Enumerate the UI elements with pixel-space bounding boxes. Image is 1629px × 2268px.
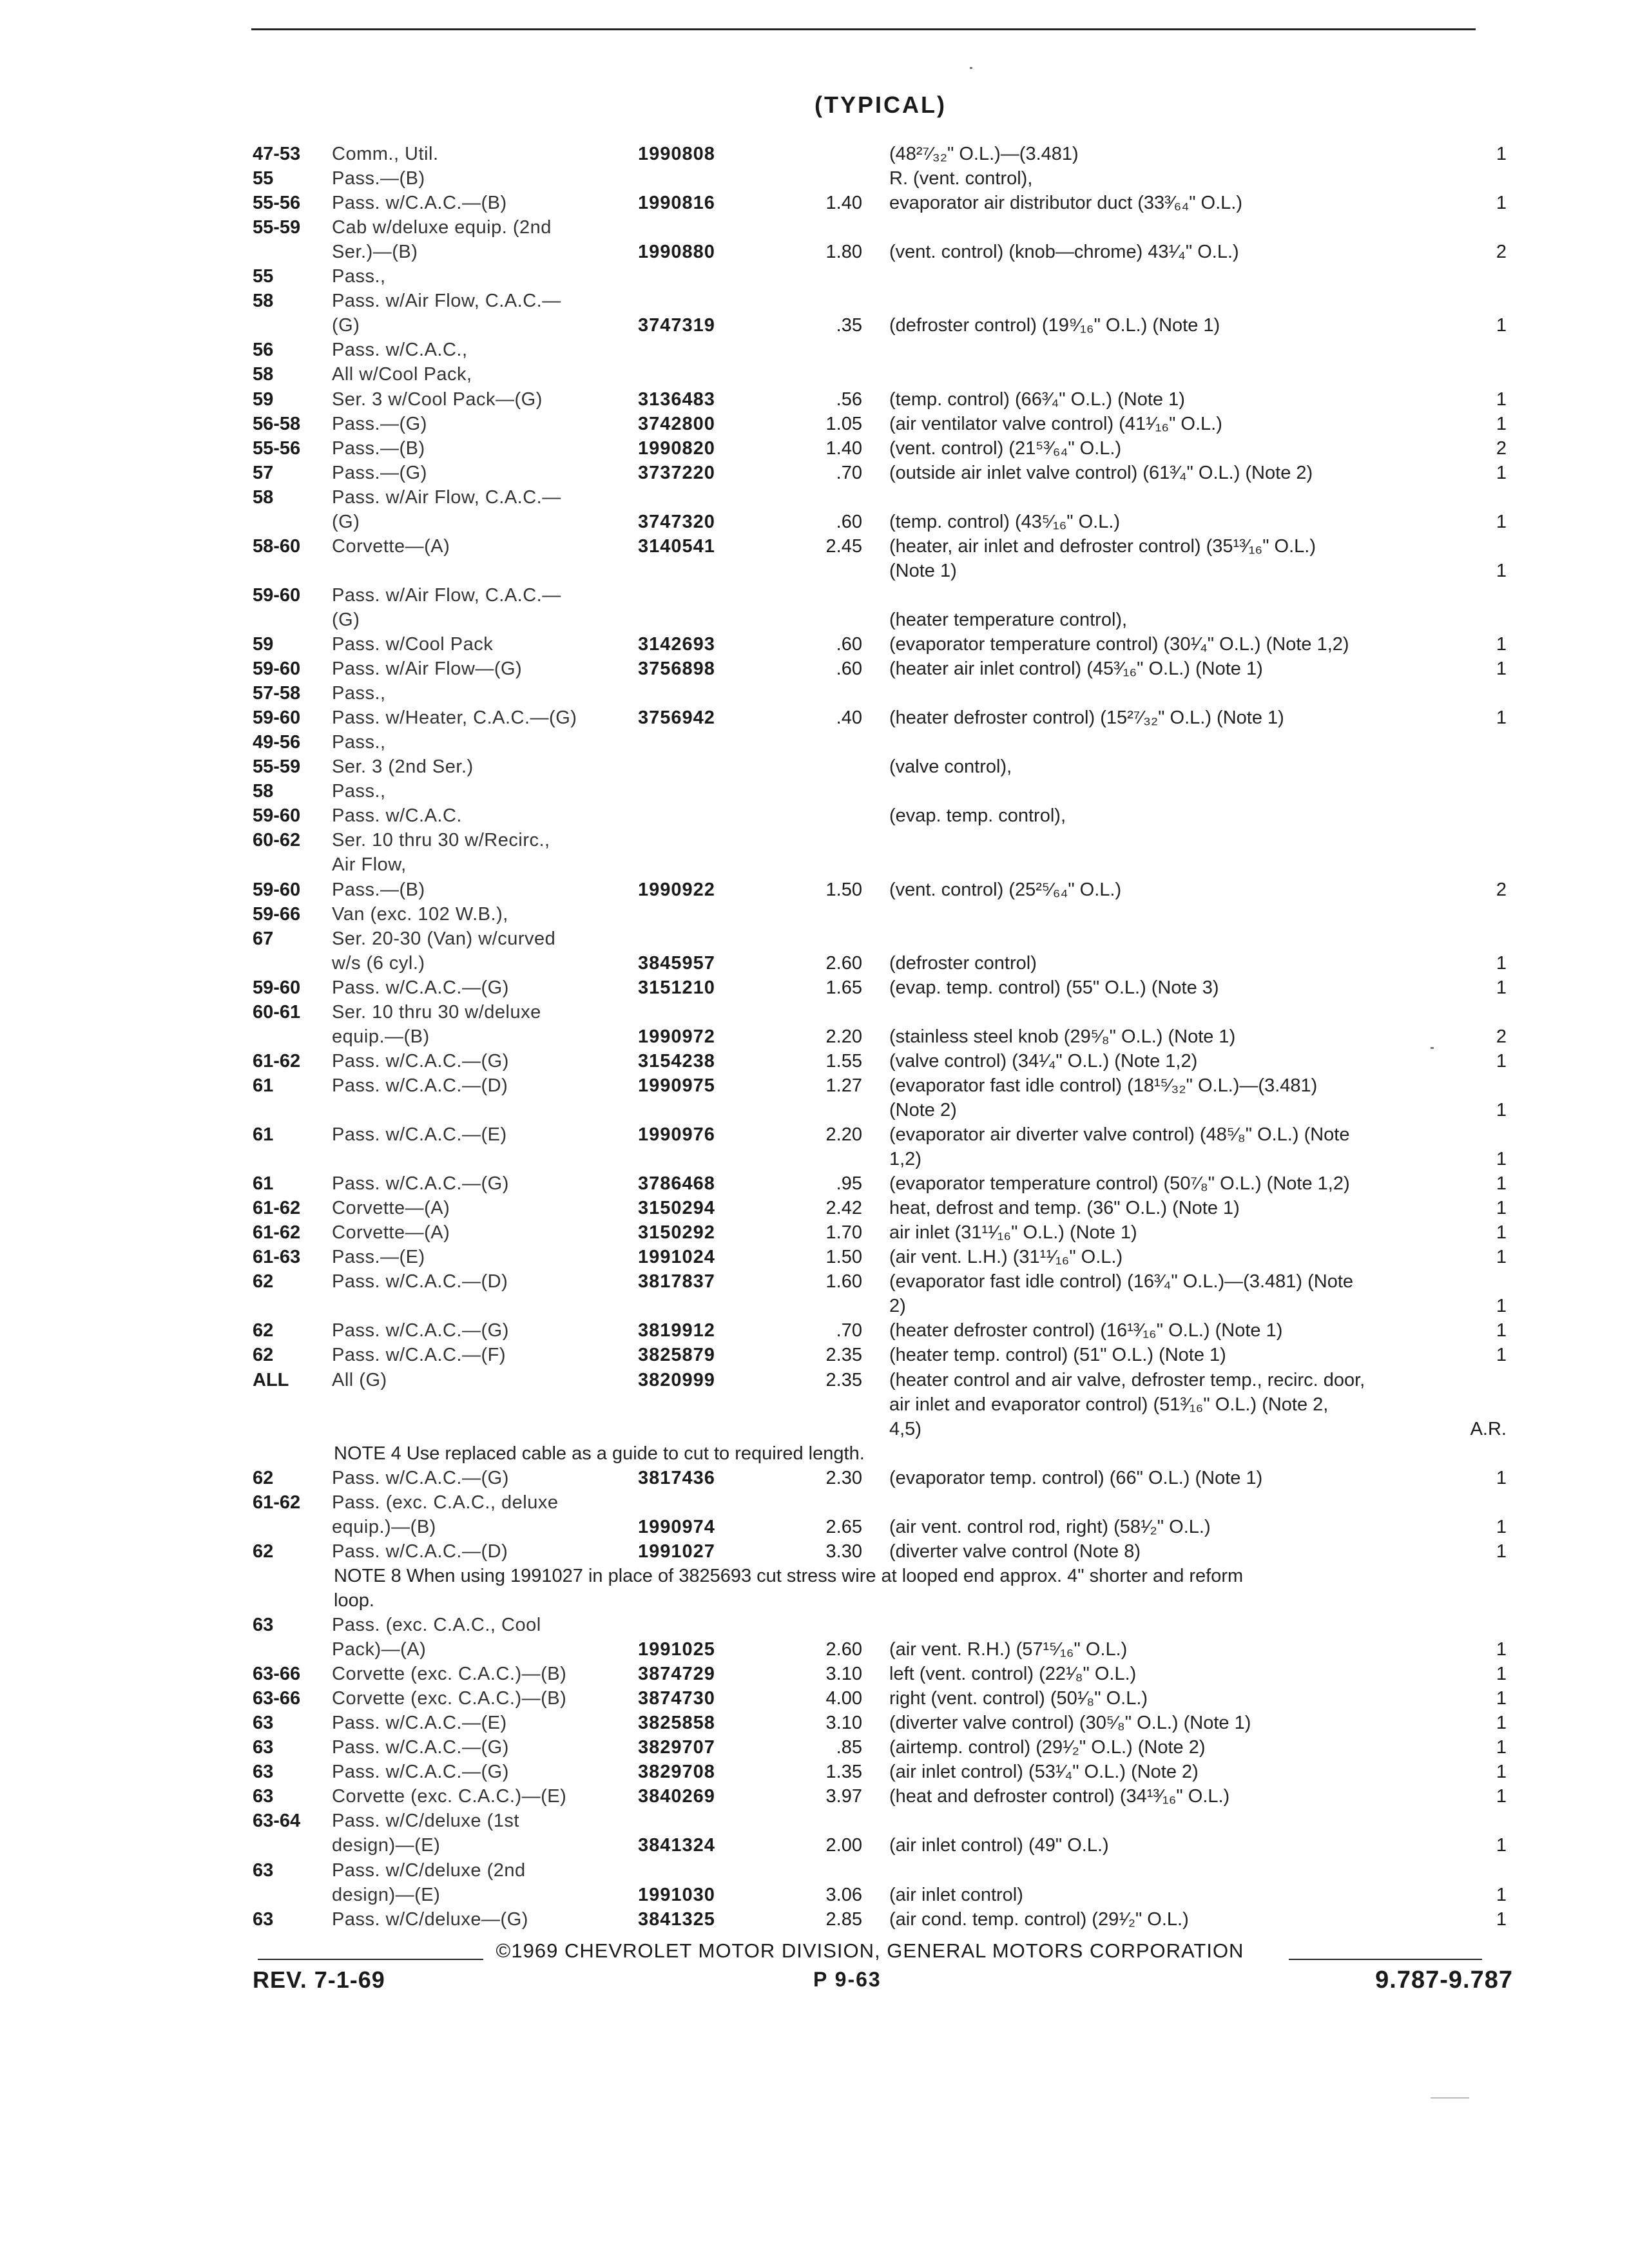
description: (defroster control) (19⁹⁄₁₆" O.L.) (Note 1) [889,315,1220,336]
application: Pass. w/Air Flow, C.A.C.— [332,487,561,508]
part-number: 1991027 [638,1541,715,1562]
model-year: 63 [253,1786,274,1807]
description: (evap. temp. control), [889,805,1066,826]
model-year: 55 [253,266,274,287]
quantity: 1 [1496,1541,1507,1562]
quantity: 1 [1496,561,1507,581]
price: 2.65 [825,1517,862,1537]
part-number: 3874730 [638,1688,715,1709]
model-year: ALL [253,1370,289,1390]
quantity: 1 [1496,1468,1507,1488]
model-year: 47-53 [253,144,301,164]
price: 3.30 [825,1541,862,1562]
part-number: 3825879 [638,1345,715,1365]
description: (outside air inlet valve control) (61³⁄₄" O.L.) (Note 2) [889,463,1313,483]
quantity: 1 [1496,953,1507,974]
application: Pass. (exc. C.A.C., Cool [332,1615,541,1635]
description: (air vent. R.H.) (57¹⁵⁄₁₆" O.L.) [889,1639,1128,1660]
description: (heater, air inlet and defroster control) (35¹³⁄₁₆" O.L.) [889,536,1316,557]
model-year: 59-66 [253,904,301,925]
description: (air ventilator valve control) (41¹⁄₁₆" O.L.) [889,414,1222,434]
part-number: 3817436 [638,1468,715,1488]
model-year: 63-66 [253,1688,301,1709]
quantity: 1 [1496,1345,1507,1365]
model-year: 63 [253,1713,274,1733]
price: 2.60 [825,953,862,974]
description: heat, defrost and temp. (36" O.L.) (Note 1) [889,1198,1240,1218]
part-number: 3756942 [638,707,715,728]
application: All w/Cool Pack, [332,364,472,385]
part-number: 3150292 [638,1222,715,1243]
part-number: 3747319 [638,315,715,336]
model-year: 58-60 [253,536,301,557]
price: 1.05 [825,414,862,434]
application: Ser. 3 w/Cool Pack—(G) [332,389,543,410]
application: Pass. w/Air Flow, C.A.C.— [332,291,561,311]
application: Ser. 20-30 (Van) w/curved [332,928,556,949]
description: (48²⁷⁄₃₂" O.L.)—(3.481) [889,144,1079,164]
model-year: 62 [253,1345,274,1365]
part-number: 3817837 [638,1271,715,1292]
price: .40 [836,707,862,728]
application: Pass. w/Air Flow, C.A.C.— [332,585,561,606]
description: (heater defroster control) (16¹³⁄₁₆" O.L.) (Note 1) [889,1320,1283,1341]
price: 1.70 [825,1222,862,1243]
model-year: 62 [253,1468,274,1488]
description: (vent. control) (25²⁵⁄₆₄" O.L.) [889,879,1122,900]
part-number: 3154238 [638,1051,715,1072]
part-number: 3151210 [638,977,715,998]
model-year: 59-60 [253,707,301,728]
application: equip.)—(B) [332,1517,436,1537]
quantity: 2 [1496,438,1507,459]
table-note: loop. [334,1590,374,1611]
quantity: 1 [1496,1173,1507,1194]
application: Pack)—(A) [332,1639,427,1660]
quantity: 1 [1496,1222,1507,1243]
description: 1,2) [889,1149,921,1169]
price: 2.20 [825,1124,862,1145]
part-number: 3845957 [638,953,715,974]
quantity: 2 [1496,879,1507,900]
part-number: 3142693 [638,634,715,655]
quantity: 1 [1496,1198,1507,1218]
part-number: 3874729 [638,1664,715,1684]
description: (defroster control) [889,953,1037,974]
application: Pass. w/C/deluxe (2nd [332,1860,526,1881]
price: 2.60 [825,1639,862,1660]
application: All (G) [332,1370,387,1390]
quantity: 1 [1496,1639,1507,1660]
application: Corvette—(A) [332,1198,450,1218]
quantity: 1 [1496,1688,1507,1709]
model-year: 62 [253,1271,274,1292]
table-note: NOTE 4 Use replaced cable as a guide to cut to required length. [334,1443,865,1464]
part-number: 1991025 [638,1639,715,1660]
model-year: 59-60 [253,805,301,826]
description: (valve control), [889,756,1012,777]
price: 2.35 [825,1370,862,1390]
description: (vent. control) (21⁵³⁄₆₄" O.L.) [889,438,1122,459]
model-year: 49-56 [253,732,301,753]
price: 3.06 [825,1885,862,1905]
model-year: 63-66 [253,1664,301,1684]
application: Pass. w/C.A.C.—(E) [332,1124,507,1145]
application: Ser. 10 thru 30 w/Recirc., [332,830,550,850]
price: 1.35 [825,1762,862,1782]
description: (heater temperature control), [889,610,1128,630]
application: Cab w/deluxe equip. (2nd [332,217,552,238]
model-year: 56-58 [253,414,301,434]
model-year: 57-58 [253,683,301,704]
part-number: 3140541 [638,536,715,557]
price: .60 [836,634,862,655]
part-number: 3150294 [638,1198,715,1218]
model-year: 58 [253,291,274,311]
quantity: 1 [1496,315,1507,336]
quantity: 1 [1496,658,1507,679]
part-number: 1990922 [638,879,715,900]
model-year: 59 [253,634,274,655]
quantity: 1 [1496,1786,1507,1807]
model-year: 63 [253,1737,274,1758]
quantity: 1 [1496,1835,1507,1856]
model-year: 55 [253,168,274,189]
price: 1.40 [825,438,862,459]
model-year: 62 [253,1541,274,1562]
description: (air vent. L.H.) (31¹¹⁄₁₆" O.L.) [889,1247,1123,1267]
quantity: A.R. [1470,1419,1507,1439]
description: (air inlet control) [889,1885,1023,1905]
application: Corvette (exc. C.A.C.)—(B) [332,1688,567,1709]
model-year: 61-62 [253,1492,301,1513]
quantity: 1 [1496,1664,1507,1684]
model-year: 55-59 [253,217,301,238]
quantity: 1 [1496,1296,1507,1316]
description: (temp. control) (43⁵⁄₁₆" O.L.) [889,512,1121,532]
description: right (vent. control) (50¹⁄₈" O.L.) [889,1688,1148,1709]
application: Pass. w/C.A.C.—(G) [332,1173,509,1194]
price: 4.00 [825,1688,862,1709]
model-year: 61 [253,1173,274,1194]
description: (evaporator temp. control) (66" O.L.) (Note 1) [889,1468,1263,1488]
application: Pass., [332,732,386,753]
application: Pass. w/C.A.C.—(E) [332,1713,507,1733]
part-number: 3136483 [638,389,715,410]
quantity: 1 [1496,1247,1507,1267]
model-year: 59-60 [253,585,301,606]
price: .60 [836,658,862,679]
model-year: 61 [253,1124,274,1145]
application: Comm., Util. [332,144,439,164]
application: Pass. w/C.A.C.—(G) [332,1468,509,1488]
description: (evaporator fast idle control) (16³⁄₄" O.L.)—(3.481) (Note [889,1271,1354,1292]
model-year: 59-60 [253,977,301,998]
quantity: 1 [1496,389,1507,410]
part-number: 3756898 [638,658,715,679]
model-year: 63 [253,1615,274,1635]
application: Van (exc. 102 W.B.), [332,904,508,925]
application: Pass., [332,683,386,704]
description: 2) [889,1296,906,1316]
description: (temp. control) (66³⁄₄" O.L.) (Note 1) [889,389,1185,410]
part-number: 3829707 [638,1737,715,1758]
quantity: 1 [1496,414,1507,434]
quantity: 1 [1496,1737,1507,1758]
part-number: 3825858 [638,1713,715,1733]
application: Pass. w/C.A.C. [332,805,462,826]
model-year: 55-56 [253,193,301,213]
description: left (vent. control) (22¹⁄₈" O.L.) [889,1664,1137,1684]
application: (G) [332,512,360,532]
application: Pass. w/C.A.C.—(D) [332,1541,508,1562]
description: (diverter valve control) (30⁵⁄₈" O.L.) (Note 1) [889,1713,1251,1733]
price: 3.10 [825,1664,862,1684]
model-year: 58 [253,364,274,385]
price: 1.60 [825,1271,862,1292]
application: Pass. w/C.A.C.—(D) [332,1271,508,1292]
application: Pass. w/Air Flow—(G) [332,658,523,679]
quantity: 1 [1496,463,1507,483]
part-number: 3841325 [638,1909,715,1930]
application: equip.—(B) [332,1026,430,1047]
price: 1.40 [825,193,862,213]
model-year: 61-62 [253,1198,301,1218]
quantity: 1 [1496,1909,1507,1930]
quantity: 1 [1496,1149,1507,1169]
application: Pass. w/C/deluxe (1st [332,1811,519,1831]
application: Pass. w/C.A.C.—(G) [332,1737,509,1758]
part-number: 1991030 [638,1885,715,1905]
quantity: 1 [1496,1517,1507,1537]
application: Pass. w/C.A.C.—(G) [332,1320,509,1341]
part-number: 1990976 [638,1124,715,1145]
price: 1.50 [825,1247,862,1267]
application: Ser.)—(B) [332,242,418,262]
application: Pass. w/C.A.C.—(D) [332,1075,508,1096]
application: Corvette—(A) [332,536,450,557]
part-number: 3747320 [638,512,715,532]
description: (air inlet control) (53¹⁄₄" O.L.) (Note 2) [889,1762,1199,1782]
price: 2.35 [825,1345,862,1365]
part-number: 1991024 [638,1247,715,1267]
revision-date: REV. 7-1-69 [253,1966,385,1993]
description: (evaporator temperature control) (30¹⁄₄" O.L.) (Note 1,2) [889,634,1349,655]
model-year: 67 [253,928,274,949]
application: Pass. w/Cool Pack [332,634,494,655]
quantity: 1 [1496,144,1507,164]
description: (heat and defroster control) (34¹³⁄₁₆" O.L.) [889,1786,1230,1807]
description: (diverter valve control (Note 8) [889,1541,1141,1562]
quantity: 1 [1496,193,1507,213]
page-heading: (TYPICAL) [815,91,947,118]
part-number: 3742800 [638,414,715,434]
part-number: 1990972 [638,1026,715,1047]
price: 1.80 [825,242,862,262]
model-year: 56 [253,340,274,360]
part-number: 3841324 [638,1835,715,1856]
application: Pass. w/C/deluxe—(G) [332,1909,528,1930]
quantity: 1 [1496,1320,1507,1341]
price: 2.20 [825,1026,862,1047]
model-year: 60-61 [253,1002,301,1023]
application: Ser. 3 (2nd Ser.) [332,756,474,777]
description: (stainless steel knob (29⁵⁄₈" O.L.) (Note 1) [889,1026,1236,1047]
description: (Note 2) [889,1100,957,1120]
group-number: 9.787-9.787 [1375,1966,1513,1994]
quantity: 1 [1496,1762,1507,1782]
application: Pass.—(B) [332,438,425,459]
quantity: 1 [1496,512,1507,532]
model-year: 58 [253,781,274,802]
part-number: 3840269 [638,1786,715,1807]
application: w/s (6 cyl.) [332,953,425,974]
application: Pass.—(B) [332,879,425,900]
description: (air vent. control rod, right) (58¹⁄₂" O.L.) [889,1517,1211,1537]
application: Pass. w/C.A.C.—(B) [332,193,507,213]
model-year: 55-56 [253,438,301,459]
model-year: 63 [253,1860,274,1881]
quantity: 1 [1496,1713,1507,1733]
description: (heater temp. control) (51" O.L.) (Note 1) [889,1345,1226,1365]
model-year: 60-62 [253,830,301,850]
price: .70 [836,1320,862,1341]
part-number: 3786468 [638,1173,715,1194]
quantity: 1 [1496,1051,1507,1072]
price: 1.65 [825,977,862,998]
description: air inlet and evaporator control) (51³⁄₁₆" O.L.) (Note 2, [889,1394,1329,1415]
price: 1.50 [825,879,862,900]
price: .60 [836,512,862,532]
price: 3.97 [825,1786,862,1807]
application: Pass.—(G) [332,463,427,483]
description: (valve control) (34¹⁄₄" O.L.) (Note 1,2) [889,1051,1198,1072]
price: .95 [836,1173,862,1194]
application: design)—(E) [332,1885,441,1905]
model-year: 59 [253,389,274,410]
model-year: 61-62 [253,1222,301,1243]
application: Corvette (exc. C.A.C.)—(E) [332,1786,567,1807]
part-number: 1990975 [638,1075,715,1096]
table-note: NOTE 8 When using 1991027 in place of 3825693 cut stress wire at looped end approx. 4" shorter and reform [334,1566,1244,1586]
model-year: 63 [253,1762,274,1782]
description: air inlet (31¹¹⁄₁₆" O.L.) (Note 1) [889,1222,1137,1243]
page-number: P 9-63 [813,1968,882,1991]
description: (heater air inlet control) (45³⁄₁₆" O.L.) (Note 1) [889,658,1263,679]
application: Pass. w/C.A.C.—(G) [332,977,509,998]
price: 2.45 [825,536,862,557]
description: (evaporator air diverter valve control) (48⁵⁄₈" O.L.) (Note [889,1124,1350,1145]
price: 2.30 [825,1468,862,1488]
model-year: 61-63 [253,1247,301,1267]
application: Pass.—(G) [332,414,427,434]
part-number: 1990820 [638,438,715,459]
quantity: 1 [1496,634,1507,655]
model-year: 63 [253,1909,274,1930]
application: Air Flow, [332,854,407,875]
model-year: 63-64 [253,1811,301,1831]
part-number: 3819912 [638,1320,715,1341]
price: 2.00 [825,1835,862,1856]
description: (vent. control) (knob—chrome) 43¹⁄₄" O.L.) [889,242,1239,262]
part-number: 3820999 [638,1370,715,1390]
application: Pass., [332,266,386,287]
description: (heater control and air valve, defroster temp., recirc. door, [889,1370,1365,1390]
model-year: 61-62 [253,1051,301,1072]
description: (heater defroster control) (15²⁷⁄₃₂" O.L.) (Note 1) [889,707,1284,728]
application: (G) [332,315,360,336]
description: evaporator air distributor duct (33³⁄₆₄" O.L.) [889,193,1242,213]
part-number: 1990974 [638,1517,715,1537]
application: Corvette (exc. C.A.C.)—(B) [332,1664,567,1684]
description: (Note 1) [889,561,957,581]
price: 2.85 [825,1909,862,1930]
price: .35 [836,315,862,336]
model-year: 61 [253,1075,274,1096]
model-year: 62 [253,1320,274,1341]
part-number: 1990816 [638,193,715,213]
quantity: 1 [1496,1100,1507,1120]
copyright-line: ©1969 CHEVROLET MOTOR DIVISION, GENERAL MOTORS CORPORATION [496,1939,1244,1962]
model-year: 59-60 [253,879,301,900]
quantity: 1 [1496,977,1507,998]
application: Pass. (exc. C.A.C., deluxe [332,1492,559,1513]
application: Pass. w/C.A.C.—(G) [332,1051,509,1072]
price: 1.55 [825,1051,862,1072]
application: Ser. 10 thru 30 w/deluxe [332,1002,541,1023]
description: R. (vent. control), [889,168,1033,189]
quantity: 1 [1496,1885,1507,1905]
description: (evap. temp. control) (55" O.L.) (Note 3) [889,977,1219,998]
description: (evaporator temperature control) (50⁷⁄₈" O.L.) (Note 1,2) [889,1173,1350,1194]
price: .85 [836,1737,862,1758]
price: 2.42 [825,1198,862,1218]
price: .70 [836,463,862,483]
application: (G) [332,610,360,630]
application: Pass.—(E) [332,1247,425,1267]
description: (air cond. temp. control) (29¹⁄₂" O.L.) [889,1909,1189,1930]
application: design)—(E) [332,1835,441,1856]
description: (evaporator fast idle control) (18¹⁵⁄₃₂" O.L.)—(3.481) [889,1075,1318,1096]
quantity: 2 [1496,1026,1507,1047]
application: Pass. w/C.A.C.—(F) [332,1345,506,1365]
part-number: 1990808 [638,144,715,164]
application: Pass. w/Heater, C.A.C.—(G) [332,707,577,728]
quantity: 1 [1496,707,1507,728]
description: (air inlet control) (49" O.L.) [889,1835,1109,1856]
model-year: 57 [253,463,274,483]
application: Corvette—(A) [332,1222,450,1243]
part-number: 1990880 [638,242,715,262]
description: 4,5) [889,1419,921,1439]
price: 3.10 [825,1713,862,1733]
price: .56 [836,389,862,410]
application: Pass.—(B) [332,168,425,189]
description: (airtemp. control) (29¹⁄₂" O.L.) (Note 2) [889,1737,1206,1758]
model-year: 58 [253,487,274,508]
application: Pass., [332,781,386,802]
application: Pass. w/C.A.C.—(G) [332,1762,509,1782]
quantity: 2 [1496,242,1507,262]
application: Pass. w/C.A.C., [332,340,468,360]
part-number: 3737220 [638,463,715,483]
part-number: 3829708 [638,1762,715,1782]
price: 1.27 [825,1075,862,1096]
model-year: 55-59 [253,756,301,777]
model-year: 59-60 [253,658,301,679]
